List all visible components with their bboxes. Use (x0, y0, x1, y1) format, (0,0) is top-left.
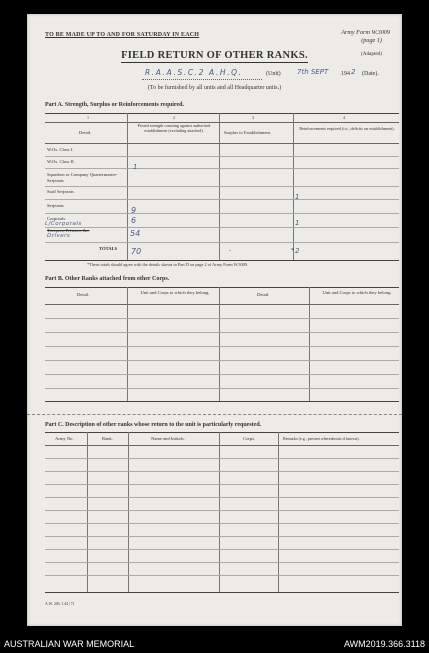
part-b-col-sep-2 (219, 287, 220, 401)
part-c-col-sep-1 (87, 432, 88, 592)
part-c-top-rule (45, 432, 399, 433)
row-rule (45, 318, 399, 319)
row-rule (45, 374, 399, 375)
row-rule (45, 156, 399, 157)
row-rule (45, 213, 399, 214)
row-label-cqms: Squadron or Company Quartermaster-Serjeants (47, 172, 118, 183)
unit-value: R.A.A.S.C.2 A.H.Q. (145, 68, 243, 77)
totals-surplus: - (229, 248, 231, 254)
part-b-col-sep-1 (127, 287, 128, 401)
year-value: 2 (351, 68, 356, 76)
part-a-header-rule (45, 143, 399, 144)
row-value-staff-serjeants-reinf: 1 (295, 193, 300, 201)
row-label-staff-serjeants: Staff Serjeants (47, 189, 74, 194)
row-label-wo2: W.Os. Class II. (47, 159, 75, 164)
row-rule (45, 575, 399, 576)
part-c-col-sep-4 (278, 432, 279, 592)
form-page (27, 14, 402, 626)
totals-note: *These totals should agree with the details shown in Part D on page 2 of Army Form W.3009. (87, 262, 248, 267)
part-c-col-army-no: Army No. (55, 436, 74, 441)
part-b-col-sep-3 (309, 287, 310, 401)
row-value-serjeants-posted: 9 (131, 206, 137, 215)
row-label-serjeants: Serjeants (47, 203, 64, 208)
part-b-col-detail-2: Detail. (257, 292, 270, 297)
part-c-col-sep-3 (219, 432, 220, 592)
part-c-header-rule (45, 445, 399, 446)
row-rule (45, 242, 399, 243)
totals-reinf: 2 (295, 247, 300, 255)
part-b-col-unit-1: Unit and Corps to which they belong. (140, 290, 210, 295)
archive-name: AUSTRALIAN WAR MEMORIAL (4, 639, 135, 649)
row-label-wo1: W.Os. Class I. (47, 147, 74, 152)
row-label-corporals: Corporals (47, 216, 66, 221)
part-a-num-rule (45, 122, 399, 123)
part-a-col-sep-1 (127, 113, 128, 261)
form-number (341, 29, 390, 45)
date-label: (Date). (362, 71, 379, 77)
unit-label: (Unit) (266, 71, 281, 77)
year-prefix: 194 (341, 71, 350, 77)
totals-posted: 70 (131, 247, 142, 256)
unit-dotted-line (142, 79, 262, 80)
row-rule (45, 332, 399, 333)
row-rule (45, 523, 399, 524)
row-rule (45, 549, 399, 550)
row-rule (45, 484, 399, 485)
row-rule (45, 227, 399, 228)
totals-reinf-asterisk: * (291, 248, 294, 254)
part-c-col-remarks: Remarks (e.g., present whereabouts if known). (283, 436, 360, 441)
part-a-bottom-rule (45, 260, 399, 261)
part-b-col-detail-1: Detail. (77, 292, 90, 297)
col-header-detail: Detail. (79, 130, 92, 135)
row-value-corporals-reinf: 1 (295, 219, 300, 227)
col-header-reinforcements: Reinforcements required (i.e., deficits on establishment). (299, 126, 395, 131)
part-c-heading: Part C. Description of other ranks whose return to the unit is particularly requested. (45, 422, 262, 428)
col-num-4: 4 (343, 115, 345, 120)
row-label-troopers-overwrite: Drivers (47, 233, 71, 239)
part-c-bottom-rule (45, 592, 399, 593)
row-rule (45, 562, 399, 563)
submission-instruction: TO BE MADE UP TO AND FOR SATURDAY IN EACH (45, 32, 200, 38)
row-rule (45, 536, 399, 537)
row-label-corporals-overwrite: L/Corporals (45, 221, 82, 227)
part-a-col-sep-3 (293, 113, 294, 261)
form-title (27, 51, 402, 62)
row-rule (45, 199, 399, 200)
form-number-line1: Army Form W.3009 (341, 29, 390, 36)
part-a-heading: Part A. Strength, Surplus or Reinforcements required. (45, 102, 184, 108)
row-rule (45, 360, 399, 361)
part-c-col-corps: Corps. (243, 436, 256, 441)
part-b-bottom-rule (45, 401, 399, 402)
col-header-posted: Posted strength counting against authorised establishment (excluding attached). (137, 123, 211, 133)
row-label-troopers: Troopers, Privates, &c. (47, 228, 90, 233)
part-b-top-rule (45, 287, 399, 288)
part-c-col-sep-2 (128, 432, 129, 592)
archive-reference: AWM2019.366.3118 (343, 639, 425, 649)
part-b-col-unit-2: Unit and Corps to which they belong. (322, 290, 392, 295)
part-c-col-rank: Rank. (102, 436, 113, 441)
print-code: A.W. 200. 1.44 | 71 (45, 602, 75, 606)
furnish-note: (To be furnished by all units and all Headquarter units.) (147, 85, 282, 91)
row-rule (45, 497, 399, 498)
row-rule (45, 510, 399, 511)
date-value: 7th SEPT (297, 68, 329, 76)
archive-footer (0, 636, 429, 653)
form-number-line2: (page 1) (361, 37, 382, 45)
form-title-text: FIELD RETURN OF OTHER RANKS. (121, 50, 308, 61)
adapted-note: (Adapted) (360, 51, 382, 57)
fold-line (27, 414, 402, 415)
col-num-2: 2 (173, 115, 175, 120)
col-num-1: 1 (87, 115, 89, 120)
part-b-header-rule (45, 304, 399, 305)
row-value-cqms-posted: 1 (133, 163, 138, 171)
totals-label: TOTALS (99, 246, 118, 251)
row-value-troopers-posted: 54 (130, 229, 141, 238)
row-rule (45, 471, 399, 472)
row-rule (45, 186, 399, 187)
row-value-corporals-posted: 6 (131, 216, 137, 225)
part-a-col-sep-2 (219, 113, 220, 261)
row-rule (45, 168, 399, 169)
part-a-top-rule (45, 113, 399, 114)
part-c-col-name: Name and Initials. (151, 436, 185, 441)
row-rule (45, 388, 399, 389)
row-rule (45, 458, 399, 459)
col-num-3: 3 (252, 115, 254, 120)
row-rule (45, 346, 399, 347)
part-b-heading: Part B. Other Ranks attached from other Corps. (45, 276, 170, 282)
col-header-surplus: Surplus to Establishment. (224, 130, 272, 135)
